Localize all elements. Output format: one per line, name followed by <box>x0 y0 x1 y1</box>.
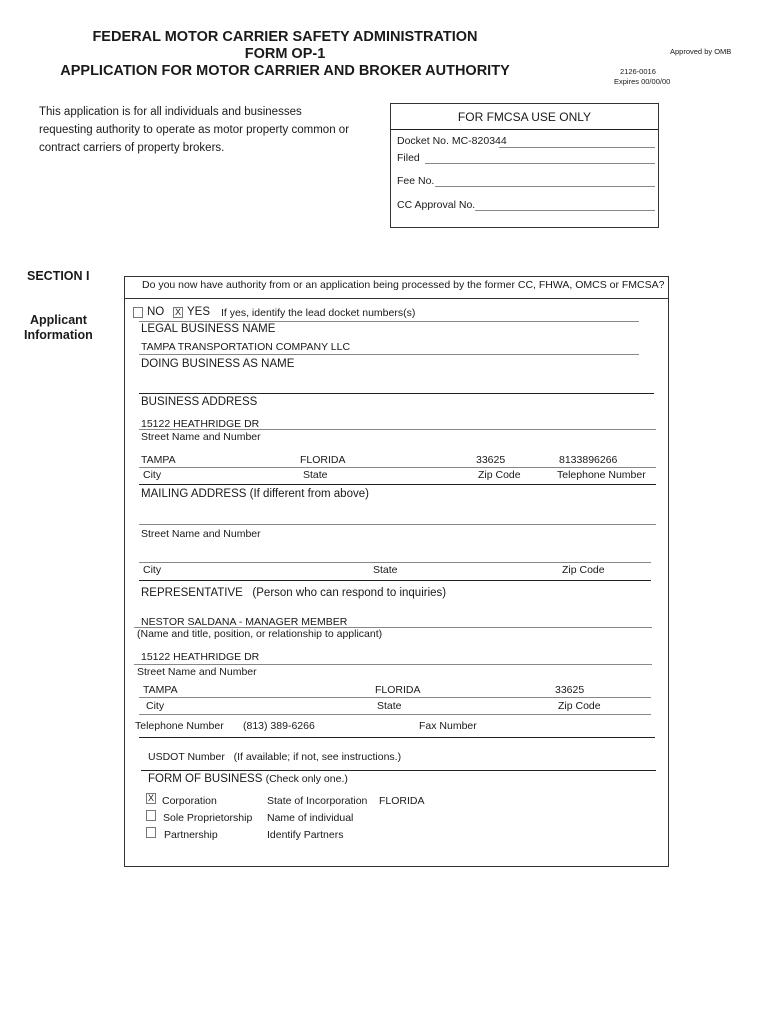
mailing-state-label: State <box>373 564 398 576</box>
section-title-line-1: Applicant <box>30 313 87 327</box>
sole-proprietorship-label: Sole Proprietorship <box>163 812 253 824</box>
form-of-business-label: FORM OF BUSINESS (Check only one.) <box>148 773 348 785</box>
name-of-individual-label: Name of individual <box>267 812 354 824</box>
state-of-incorporation-value[interactable]: FLORIDA <box>379 795 425 807</box>
business-city-label: City <box>143 469 162 481</box>
representative-label: REPRESENTATIVE (Person who can respond to inquiries) <box>141 587 447 599</box>
representative-zip-label: Zip Code <box>558 700 601 712</box>
intro-line-3: contract carriers of property brokers. <box>39 142 225 154</box>
representative-city-value[interactable]: TAMPA <box>143 684 178 696</box>
authority-no-label: NO <box>147 306 165 318</box>
omb-approved: Approved by OMB <box>670 47 732 56</box>
business-phone-value[interactable]: 8133896266 <box>559 454 618 466</box>
authority-yes-label: YES <box>187 306 211 318</box>
mailing-address-label: MAILING ADDRESS (If different from above) <box>141 488 369 500</box>
omb-number: 2126-0016 <box>620 67 656 76</box>
cc-approval-label: CC Approval No. <box>397 199 476 211</box>
representative-street-value[interactable]: 15122 HEATHRIDGE DR <box>141 651 260 663</box>
dba-label: DOING BUSINESS AS NAME <box>141 358 295 370</box>
docket-number-label: Docket No. MC-820344 <box>397 135 507 147</box>
authority-yes-checkbox[interactable]: X <box>174 307 181 317</box>
form-agency-title: FEDERAL MOTOR CARRIER SAFETY ADMINISTRATION <box>92 29 478 45</box>
state-of-incorporation-label: State of Incorporation <box>267 795 368 807</box>
representative-phone-label: Telephone Number <box>135 720 224 732</box>
identify-partners-label: Identify Partners <box>267 829 344 841</box>
business-street-label: Street Name and Number <box>141 431 261 443</box>
legal-business-name-label: LEGAL BUSINESS NAME <box>141 323 276 335</box>
omb-expires: Expires 00/00/00 <box>614 77 671 86</box>
representative-name-value[interactable]: NESTOR SALDANA - MANAGER MEMBER <box>141 616 348 628</box>
fee-number-label: Fee No. <box>397 175 435 187</box>
intro-line-1: This application is for all individuals and businesses <box>39 106 302 118</box>
partnership-label: Partnership <box>164 829 218 841</box>
legal-business-name-value[interactable]: TAMPA TRANSPORTATION COMPANY LLC <box>141 341 351 353</box>
usdot-note: (If available; if not, see instructions.) <box>233 751 402 763</box>
business-address-label: BUSINESS ADDRESS <box>141 396 258 408</box>
business-phone-label: Telephone Number <box>557 469 646 481</box>
representative-state-value[interactable]: FLORIDA <box>375 684 421 696</box>
representative-phone-value[interactable]: (813) 389-6266 <box>243 720 315 732</box>
mailing-zip-label: Zip Code <box>562 564 605 576</box>
filed-label: Filed <box>397 152 420 164</box>
representative-street-label: Street Name and Number <box>137 666 257 678</box>
corporation-label: Corporation <box>162 795 217 807</box>
form-number-title: FORM OP-1 <box>244 46 326 62</box>
representative-city-label: City <box>146 700 165 712</box>
representative-state-label: State <box>377 700 402 712</box>
business-city-value[interactable]: TAMPA <box>141 454 176 466</box>
intro-line-2: requesting authority to operate as motor property common or <box>39 124 350 136</box>
sole-proprietorship-checkbox[interactable] <box>146 810 156 821</box>
business-street-value[interactable]: 15122 HEATHRIDGE DR <box>141 418 260 430</box>
representative-name-label: (Name and title, position, or relationship to applicant) <box>137 628 383 640</box>
partnership-checkbox[interactable] <box>146 827 156 838</box>
business-state-label: State <box>303 469 328 481</box>
mailing-city-label: City <box>143 564 162 576</box>
section-title-line-2: Information <box>24 328 93 342</box>
lead-docket-prompt: If yes, identify the lead docket numbers(s) <box>221 307 416 319</box>
business-state-value[interactable]: FLORIDA <box>300 454 346 466</box>
fmcsa-box-title: FOR FMCSA USE ONLY <box>457 110 592 124</box>
business-zip-label: Zip Code <box>478 469 521 481</box>
authority-question: Do you now have authority from or an application being processed by the former CC, FHWA, OMCS or FMCSA? <box>142 279 665 291</box>
usdot-label: USDOT Number (If available; if not, see instructions.) <box>148 751 402 763</box>
mailing-street-label: Street Name and Number <box>141 528 261 540</box>
form-application-title: APPLICATION FOR MOTOR CARRIER AND BROKER AUTHORITY <box>60 63 510 79</box>
representative-zip-value[interactable]: 33625 <box>555 684 585 696</box>
corporation-checkbox[interactable]: X <box>147 793 154 803</box>
fmcsa-use-only-box <box>390 103 659 228</box>
representative-fax-label: Fax Number <box>419 720 477 732</box>
authority-no-checkbox[interactable] <box>133 307 143 318</box>
form-of-business-note: (Check only one.) <box>265 773 348 785</box>
business-zip-value[interactable]: 33625 <box>476 454 506 466</box>
representative-note: (Person who can respond to inquiries) <box>252 587 447 599</box>
section-number: SECTION I <box>27 269 90 283</box>
